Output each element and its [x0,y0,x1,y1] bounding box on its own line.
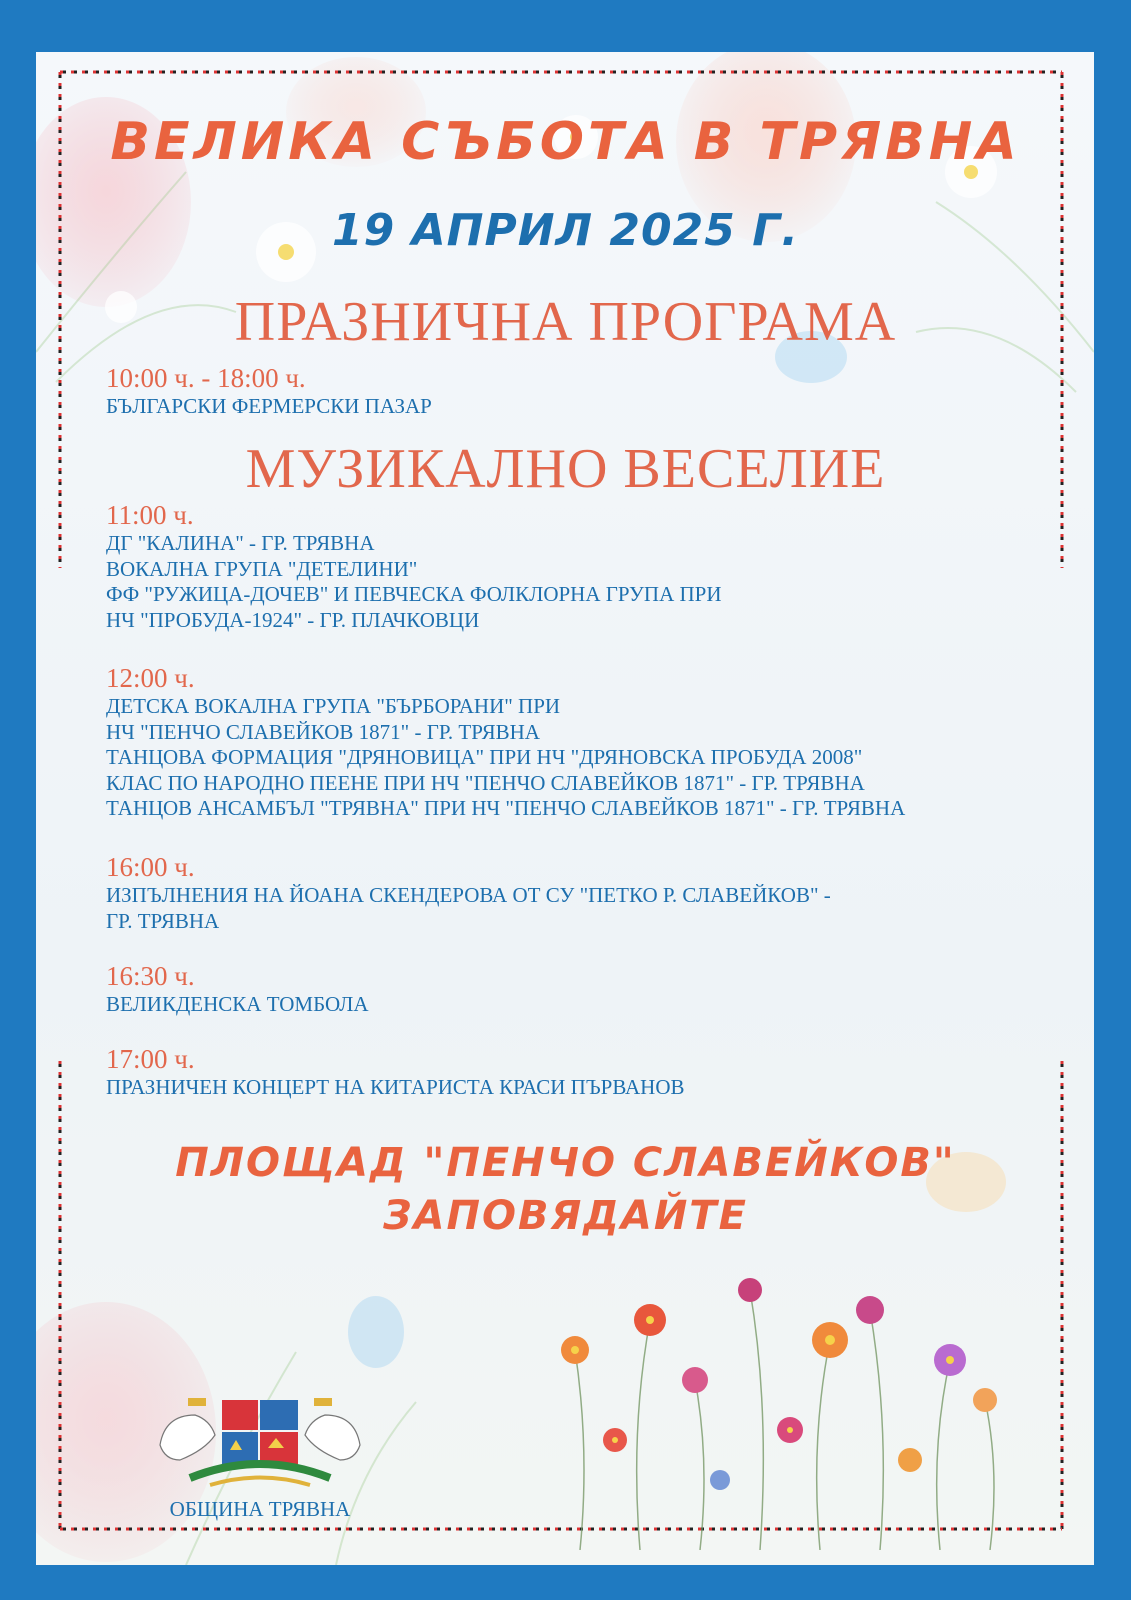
event-date: 19 АПРИЛ 2025 Г. [332,205,799,256]
schedule-item-1200 [106,662,1066,822]
invite-text: ЗАПОВЯДАЙТЕ [383,1193,748,1239]
municipality-name: ОБЩИНА ТРЯВНА [169,1497,351,1521]
schedule-line: ГР. ТРЯВНА [106,908,220,933]
schedule-line: ДГ "КАЛИНА" - ГР. ТРЯВНА [106,531,375,555]
schedule-line: КЛАС ПО НАРОДНО ПЕЕНЕ ПРИ НЧ "ПЕНЧО СЛАВЕЙКОВ 1871" - ГР. ТРЯВНА [106,770,865,795]
schedule-item-1600 [106,851,1066,934]
schedule-line: ТАНЦОВ АНСАМБЪЛ "ТРЯВНА" ПРИ НЧ "ПЕНЧО СЛАВЕЙКОВ 1871" - ГР. ТРЯВНА [106,796,906,820]
schedule-line: ПРАЗНИЧЕН КОНЦЕРТ НА КИТАРИСТА КРАСИ ПЪРВАНОВ [106,1075,685,1099]
schedule-item-1630 [106,960,1066,1018]
wildflowers-illustration [520,1230,1040,1550]
poster-title: ВЕЛИКА СЪБОТА В ТРЯВНА [110,112,1021,172]
market-block [106,362,1066,420]
schedule-line: ВОКАЛНА ГРУПА "ДЕТЕЛИНИ" [106,556,418,581]
schedule-time: 17:00 ч. [106,1044,195,1074]
schedule-time: 12:00 ч. [106,663,195,693]
schedule-line: ВЕЛИКДЕНСКА ТОМБОЛА [106,992,369,1016]
schedule-line: ИЗПЪЛНЕНИЯ НА ЙОАНА СКЕНДЕРОВА ОТ СУ "ПЕТКО Р. СЛАВЕЙКОВ" - [106,883,831,907]
schedule-line: НЧ "ПРОБУДА-1924" - ГР. ПЛАЧКОВЦИ [106,607,480,632]
schedule-time: 16:00 ч. [106,852,195,882]
schedule-line: ФФ "РУЖИЦА-ДОЧЕВ" И ПЕВЧЕСКА ФОЛКЛОРНА ГРУПА ПРИ [106,582,722,606]
program-heading: ПРАЗНИЧНА ПРОГРАМА [234,291,897,353]
schedule-time: 11:00 ч. [106,500,194,530]
market-line: БЪЛГАРСКИ ФЕРМЕРСКИ ПАЗАР [106,394,432,418]
schedule-item-1100 [106,499,1066,633]
municipality-coat-of-arms-icon [150,1390,370,1490]
schedule-line: ТАНЦОВА ФОРМАЦИЯ "ДРЯНОВИЦА" ПРИ НЧ "ДРЯНОВСКА ПРОБУДА 2008" [106,745,863,769]
venue-text: ПЛОЩАД "ПЕНЧО СЛАВЕЙКОВ" [175,1140,956,1186]
market-time: 10:00 ч. - 18:00 ч. [106,363,306,393]
schedule-time: 16:30 ч. [106,961,195,991]
schedule-item-1700 [106,1043,1066,1101]
music-heading: МУЗИКАЛНО ВЕСЕЛИЕ [245,438,886,500]
schedule-line: НЧ "ПЕНЧО СЛАВЕЙКОВ 1871" - ГР. ТРЯВНА [106,719,540,744]
schedule-line: ДЕТСКА ВОКАЛНА ГРУПА "БЪРБОРАНИ" ПРИ [106,694,561,718]
